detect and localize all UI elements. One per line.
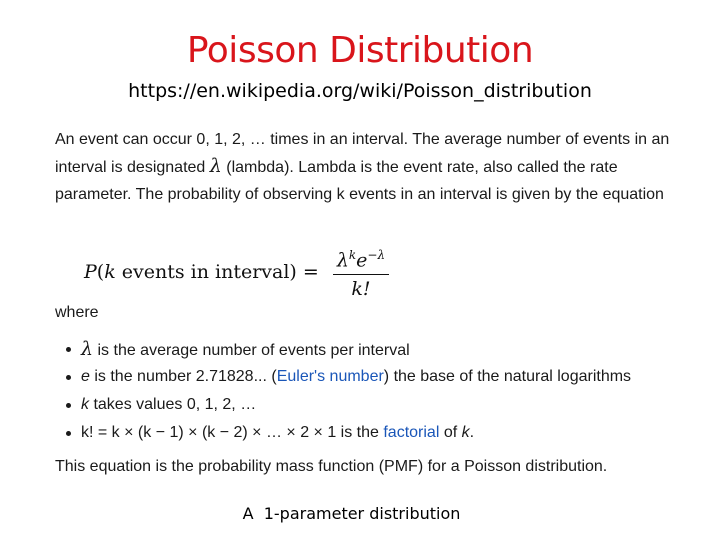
caption: A 1-parameter distribution (242, 504, 461, 523)
eq-num-k: k (348, 247, 357, 262)
lambda-symbol: λ (209, 155, 222, 177)
b2-text-before: is the number 2.71828... ( (89, 368, 277, 385)
b4-text-end: . (469, 424, 475, 441)
b3-symbol: k (81, 396, 89, 413)
definitions-list (55, 336, 631, 448)
b3-text: takes values 0, 1, 2, … (89, 396, 257, 413)
eq-num-e: e (356, 249, 368, 272)
list-item-lambda (55, 336, 631, 364)
eq-num-lambda: λ (336, 249, 349, 272)
intro-text-2: (lambda). Lambda is the event rate, also called the rate parameter. The probability of observing k events in an interval is given by the equation (55, 159, 664, 203)
b2-text-after: ) the base of the natural logarithms (383, 368, 632, 385)
b4-text-before: k! = k × (k − 1) × (k − 2) × … × 2 × 1 is the (81, 424, 384, 441)
list-item-e (55, 364, 631, 392)
b4-k: k (461, 424, 470, 441)
eq-num-exp: −λ (367, 247, 386, 262)
intro-paragraph (55, 126, 695, 208)
eq-p: P (84, 261, 97, 283)
eq-k: k (104, 261, 116, 283)
intro-text-1: An event can occur 0, 1, 2, … times in an interval. The average number of events in an interval is designated (55, 131, 670, 176)
pmf-sentence: This equation is the probability mass function (PMF) for a Poisson distribution. (55, 458, 608, 475)
b1-text: is the average number of events per interval (93, 342, 410, 359)
slide-title: Poisson Distribution (186, 30, 534, 71)
b4-text-mid: of (439, 424, 462, 441)
b2-symbol: e (81, 368, 90, 385)
eulers-number-link[interactable]: Euler's number (276, 368, 384, 385)
poisson-equation (84, 244, 389, 300)
where-label: where (55, 304, 99, 321)
list-item-k (55, 392, 631, 420)
source-url: https://en.wikipedia.org/wiki/Poisson_distribution (128, 80, 592, 102)
b1-symbol: λ (81, 338, 94, 360)
eq-fraction (333, 244, 389, 300)
eq-lhs-text: events in interval) = (115, 261, 325, 283)
eq-denominator: k! (351, 278, 371, 301)
factorial-link[interactable]: factorial (383, 424, 440, 441)
list-item-factorial (55, 420, 631, 448)
eq-open-paren: ( (96, 261, 105, 283)
eq-numerator (333, 244, 389, 275)
